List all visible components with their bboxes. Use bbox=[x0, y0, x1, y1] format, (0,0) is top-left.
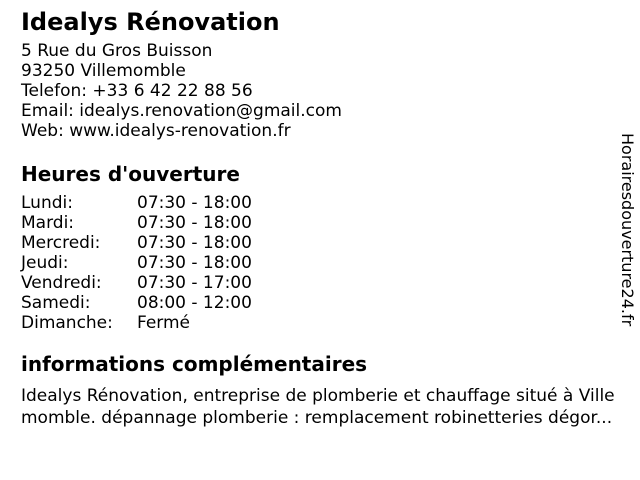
business-name: Idealys Rénovation bbox=[21, 8, 280, 36]
address-street: 5 Rue du Gros Buisson bbox=[21, 41, 213, 61]
hours-heading: Heures d'ouverture bbox=[21, 162, 240, 186]
hours-row-monday bbox=[21, 193, 252, 213]
hours-row-tuesday bbox=[21, 213, 252, 233]
hours-time-value: 07:30 - 18:00 bbox=[137, 233, 252, 253]
additional-info-text bbox=[21, 385, 615, 429]
hours-day-label: Jeudi: bbox=[21, 253, 69, 273]
hours-row-thursday bbox=[21, 253, 252, 273]
hours-time-value: 07:30 - 18:00 bbox=[137, 253, 252, 273]
phone-line: Telefon: +33 6 42 22 88 56 bbox=[21, 81, 253, 101]
hours-time-value: 07:30 - 18:00 bbox=[137, 193, 252, 213]
site-watermark: Horairesdouverture24.fr bbox=[618, 133, 637, 327]
hours-time-value: 08:00 - 12:00 bbox=[137, 293, 252, 313]
hours-table bbox=[21, 193, 252, 333]
hours-time-value: 07:30 - 18:00 bbox=[137, 213, 252, 233]
address-city: 93250 Villemomble bbox=[21, 61, 186, 81]
contact-block bbox=[21, 41, 342, 141]
hours-day-label: Lundi: bbox=[21, 193, 73, 213]
hours-time-value: Fermé bbox=[137, 313, 191, 333]
info-text-line: Idealys Rénovation, entreprise de plomberie et chauffage situé à Ville bbox=[21, 386, 615, 406]
hours-row-sunday bbox=[21, 313, 252, 333]
hours-time-value: 07:30 - 17:00 bbox=[137, 273, 252, 293]
hours-row-wednesday bbox=[21, 233, 252, 253]
hours-day-label: Vendredi: bbox=[21, 273, 102, 293]
hours-day-label: Dimanche: bbox=[21, 313, 113, 333]
info-text-line: momble. dépannage plomberie : remplacement robinetteries dégor... bbox=[21, 408, 613, 428]
additional-info-heading: informations complémentaires bbox=[21, 352, 368, 376]
hours-day-label: Mardi: bbox=[21, 213, 75, 233]
email-line: Email: idealys.renovation@gmail.com bbox=[21, 101, 342, 121]
hours-day-label: Mercredi: bbox=[21, 233, 101, 253]
hours-row-friday bbox=[21, 273, 252, 293]
hours-row-saturday bbox=[21, 293, 252, 313]
hours-day-label: Samedi: bbox=[21, 293, 91, 313]
website-line: Web: www.idealys-renovation.fr bbox=[21, 121, 291, 141]
